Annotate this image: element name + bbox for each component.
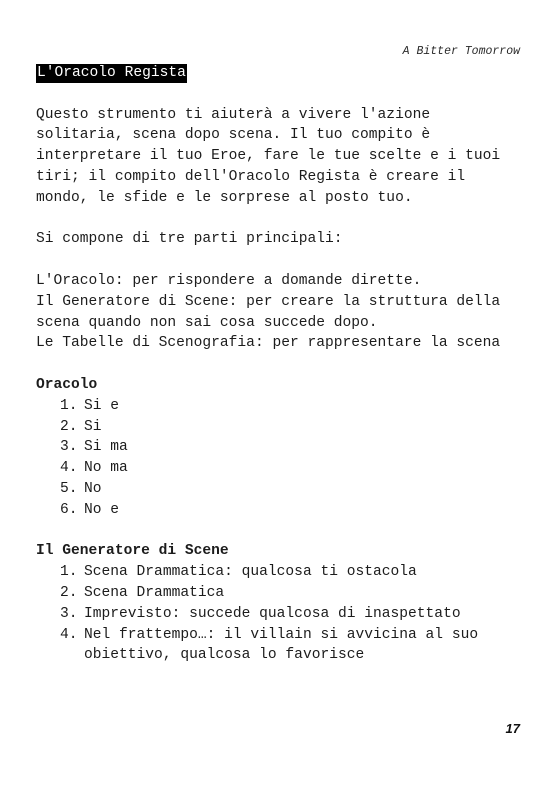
spacer [36, 84, 522, 105]
list-item-text: Imprevisto: succede qualcosa di inaspettato [84, 605, 461, 622]
scene-generator-list-item [36, 583, 522, 604]
page-content [36, 63, 522, 666]
oracle-list-item [36, 500, 522, 521]
part-scene-generator-description: Il Generatore di Scene: per creare la struttura della scena quando non sai cosa succede dopo. [36, 293, 501, 331]
list-item-text: Si [84, 418, 102, 435]
list-item-number: 2. [60, 584, 78, 601]
list-item-number: 1. [60, 397, 78, 414]
scene-generator-heading: Il Generatore di Scene [36, 543, 229, 560]
intro-paragraph: Questo strumento ti aiuterà a vivere l'azione solitaria, scena dopo scena. Il tuo compito è interpretare il tuo Eroe, fare le tue scelte e i tuoi tiri; il compito dell'Oracolo Regista è creare il mondo, le sfide e le sorprese al posto tuo. [36, 106, 501, 206]
oracle-list-item [36, 417, 522, 438]
scene-generator-list-item [36, 625, 522, 667]
spacer [36, 250, 522, 271]
list-item-number: 3. [60, 439, 78, 456]
list-item-number: 6. [60, 501, 78, 518]
oracle-list-item [36, 437, 522, 458]
list-item-number: 5. [60, 480, 78, 497]
list-item-text: Si e [84, 397, 120, 414]
list-item-number: 3. [60, 605, 78, 622]
list-item-text: No ma [84, 460, 128, 477]
list-item-text: Scena Drammatica [84, 584, 225, 601]
oracle-list-item [36, 479, 522, 500]
running-header-title: A Bitter Tomorrow [402, 45, 520, 58]
list-item-text: Si ma [84, 439, 128, 456]
oracle-heading: Oracolo [36, 376, 98, 393]
scene-generator-list-item [36, 604, 522, 625]
list-item-text: No e [84, 501, 120, 518]
list-item-text: Nel frattempo…: il villain si avvicina al suo obiettivo, qualcosa lo favorisce [84, 626, 479, 664]
spacer [36, 354, 522, 375]
oracle-list [36, 396, 522, 521]
list-item-number: 4. [60, 626, 78, 643]
oracle-list-item [36, 396, 522, 417]
list-item-number: 4. [60, 460, 78, 477]
spacer [36, 209, 522, 230]
list-item-number: 1. [60, 564, 78, 581]
scene-generator-list [36, 562, 522, 666]
list-item-text: No [84, 480, 102, 497]
section-title: L'Oracolo Regista [37, 65, 186, 81]
composition-paragraph: Si compone di tre parti principali: [36, 231, 343, 248]
list-item-text: Scena Drammatica: qualcosa ti ostacola [84, 564, 417, 581]
scene-generator-list-item [36, 562, 522, 583]
spacer [36, 521, 522, 542]
oracle-list-item [36, 458, 522, 479]
part-oracle-description: L'Oracolo: per rispondere a domande dirette. [36, 272, 422, 289]
part-scenography-tables-description: Le Tabelle di Scenografia: per rappresentare la scena [36, 335, 501, 352]
page-number: 17 [505, 721, 520, 736]
list-item-number: 2. [60, 418, 78, 435]
